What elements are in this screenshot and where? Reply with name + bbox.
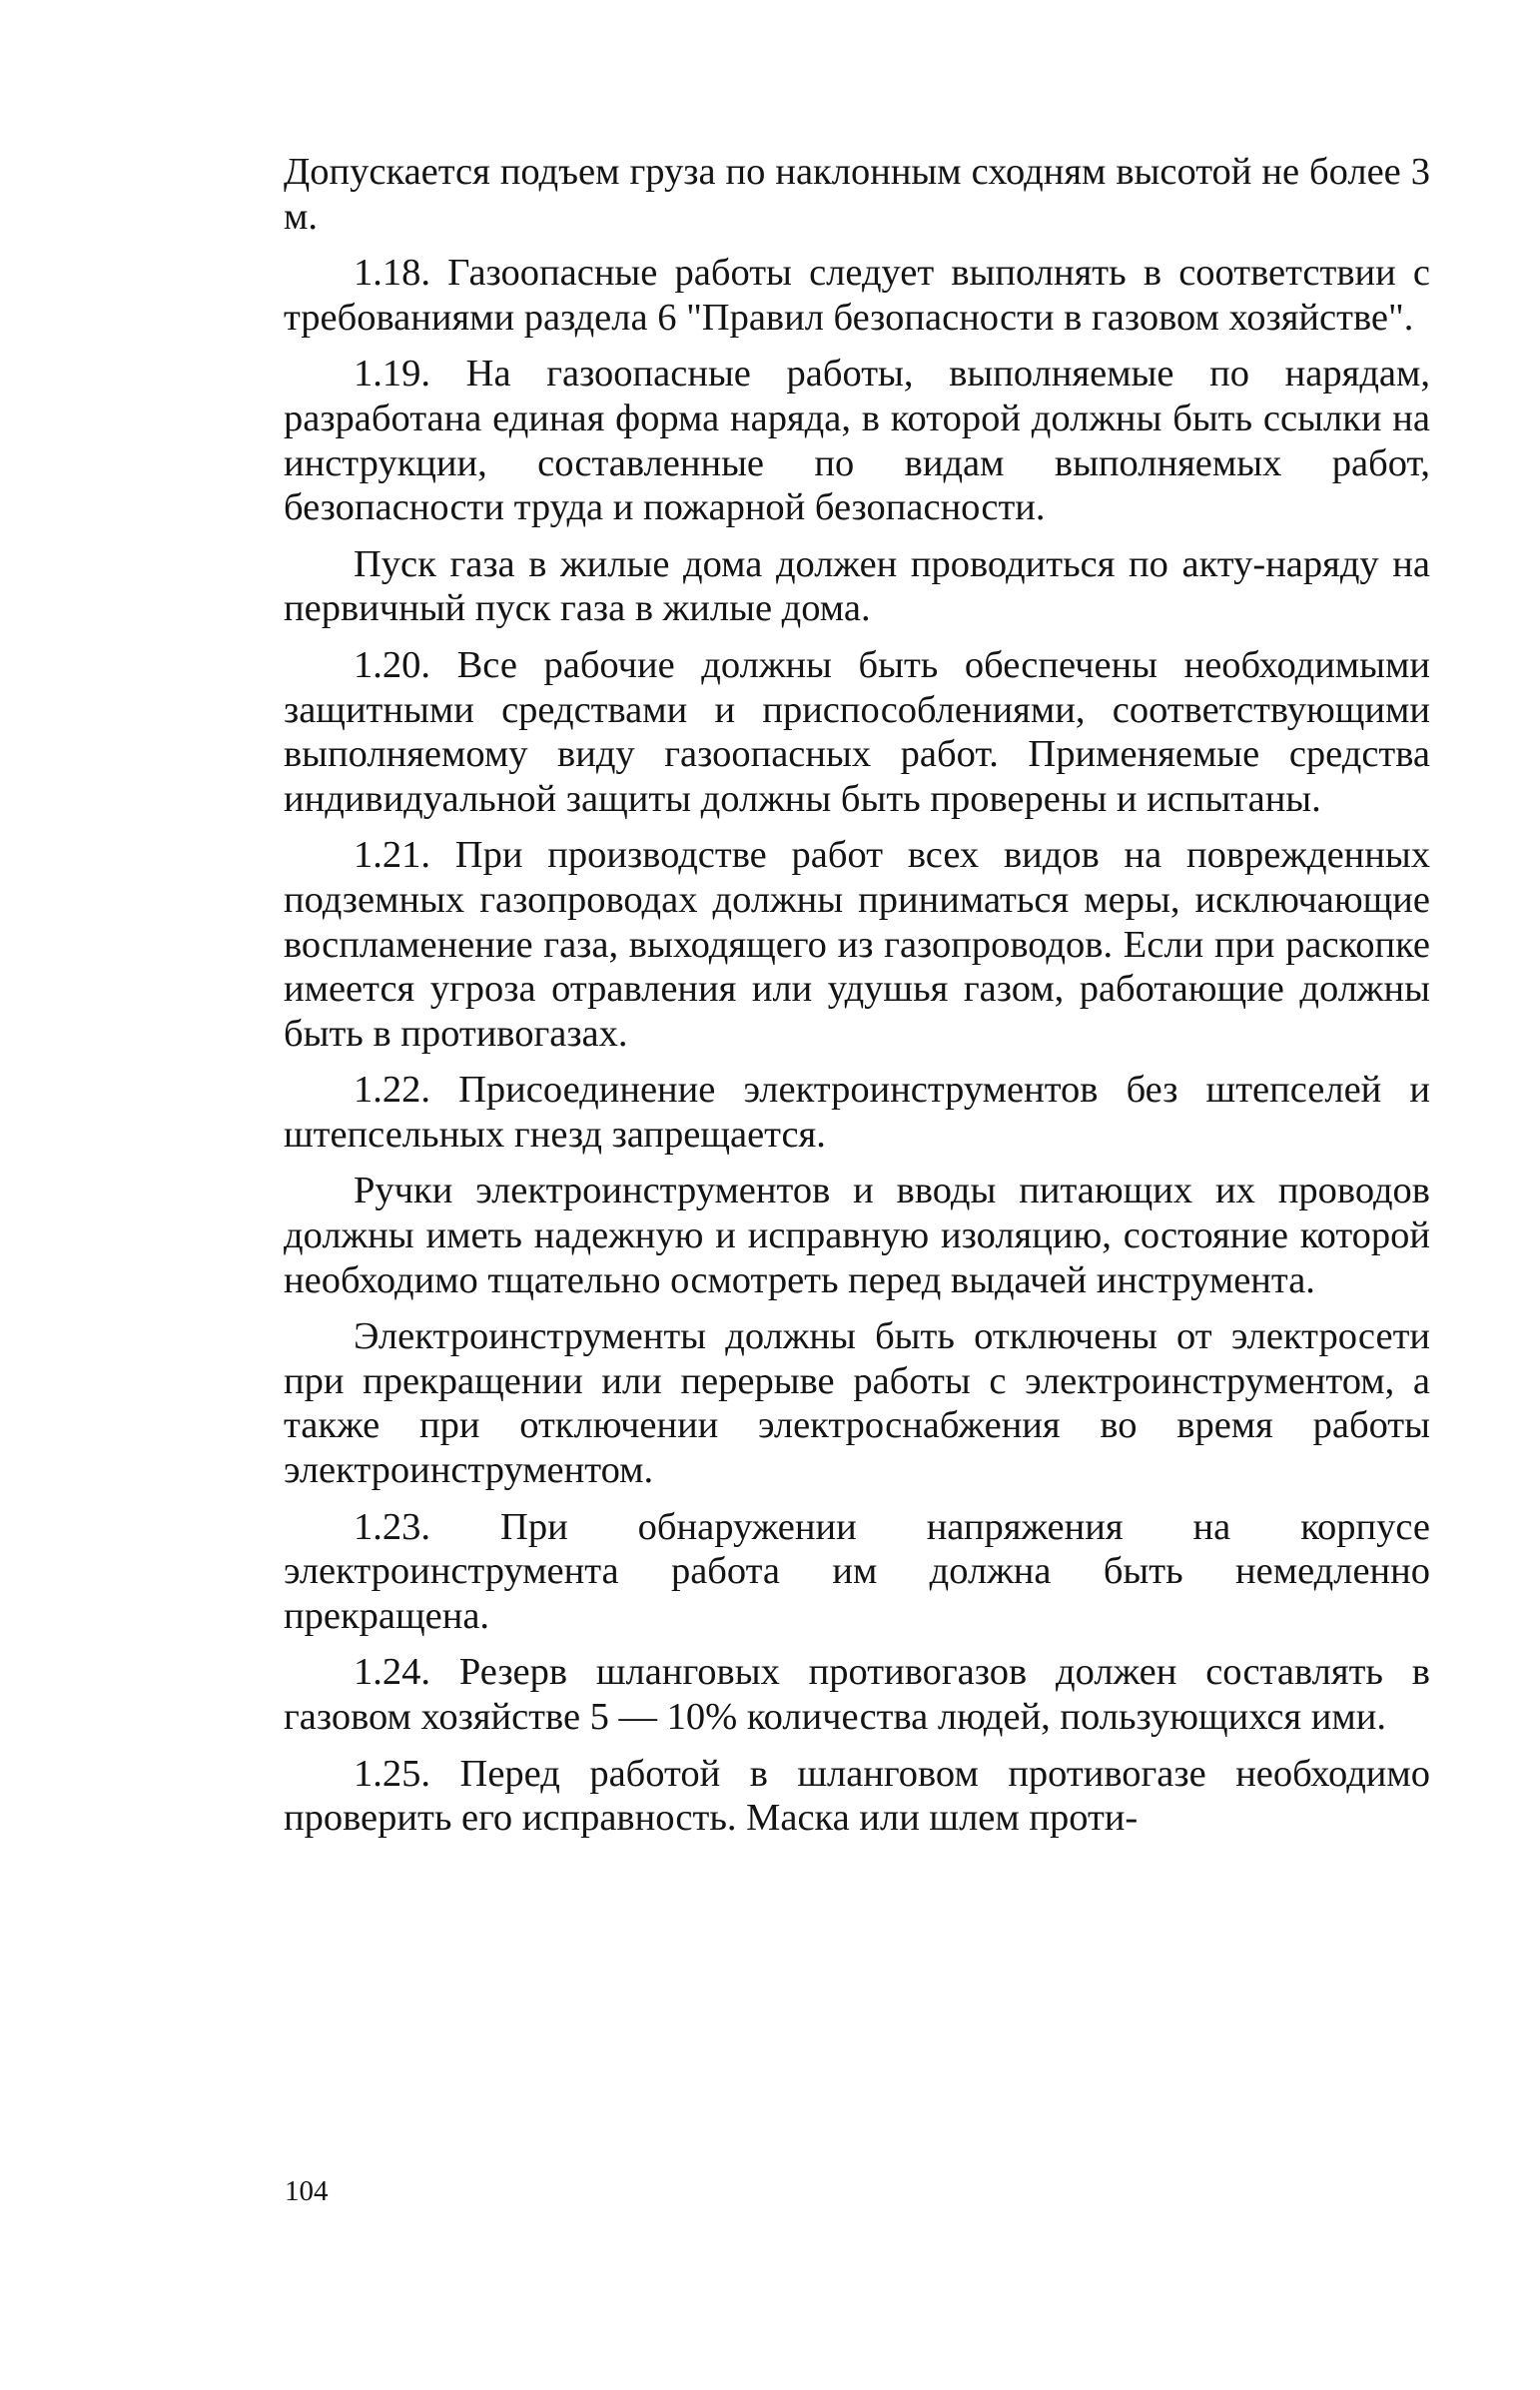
paragraph-continuation: Допускается подъем груза по наклонным сходням высотой не более 3 м. xyxy=(284,151,1430,238)
paragraph-tool-handles: Ручки электроинструментов и вводы питающих их проводов должны иметь надежную и исправную изоляцию, состояние которой необходимо тщательно осмотреть перед выдачей инструмента. xyxy=(284,1170,1430,1301)
paragraph-tool-disconnect: Электроинструменты должны быть отключены от электросети при прекращении или перерыве работы с электроинструментом, а также при отключении электроснабжения во время работы электроинструментом. xyxy=(284,1315,1430,1492)
page-number: 104 xyxy=(285,2175,329,2207)
paragraph-1-21: 1.21. При производстве работ всех видов на поврежденных подземных газопроводах должны приниматься меры, исключающие воспламенение газа, выходящего из газопроводов. Если при раскопке имеется угроза отравления или удушья газом, работающие должны быть в противогазах. xyxy=(284,834,1430,1055)
paragraph-1-18: 1.18. Газоопасные работы следует выполнять в соответствии с требованиями раздела 6 "Правил безопасности в газовом хозяйстве". xyxy=(284,252,1430,339)
paragraph-1-22: 1.22. Присоединение электроинструментов без штепселей и штепсельных гнезд запрещается. xyxy=(284,1069,1430,1156)
body-text xyxy=(284,150,1430,1853)
paragraph-1-20: 1.20. Все рабочие должны быть обеспечены необходимыми защитными средствами и приспособлениями, соответствующими выполняемому виду газоопасных работ. Применяемые средства индивидуальной защиты должны быть проверены и испытаны. xyxy=(284,643,1430,820)
paragraph-gas-start: Пуск газа в жилые дома должен проводиться по акту-наряду на первичный пуск газа в жилые дома. xyxy=(284,542,1430,630)
paragraph-1-24: 1.24. Резерв шланговых противогазов должен составлять в газовом хозяйстве 5 — 10% количества людей, пользующихся ими. xyxy=(284,1651,1430,1738)
paragraph-1-19: 1.19. На газоопасные работы, выполняемые по нарядам, разработана единая форма наряда, в которой должны быть ссылки на инструкции, составленные по видам выполняемых работ, безопасности труда и пожарной безопасности. xyxy=(284,353,1430,529)
paragraph-1-25: 1.25. Перед работой в шланговом противогазе необходимо проверить его исправность. Маска или шлем проти- xyxy=(284,1752,1430,1840)
paragraph-1-23: 1.23. При обнаружении напряжения на корпусе электроинструмента работа им должна быть немедленно прекращена. xyxy=(284,1505,1430,1637)
